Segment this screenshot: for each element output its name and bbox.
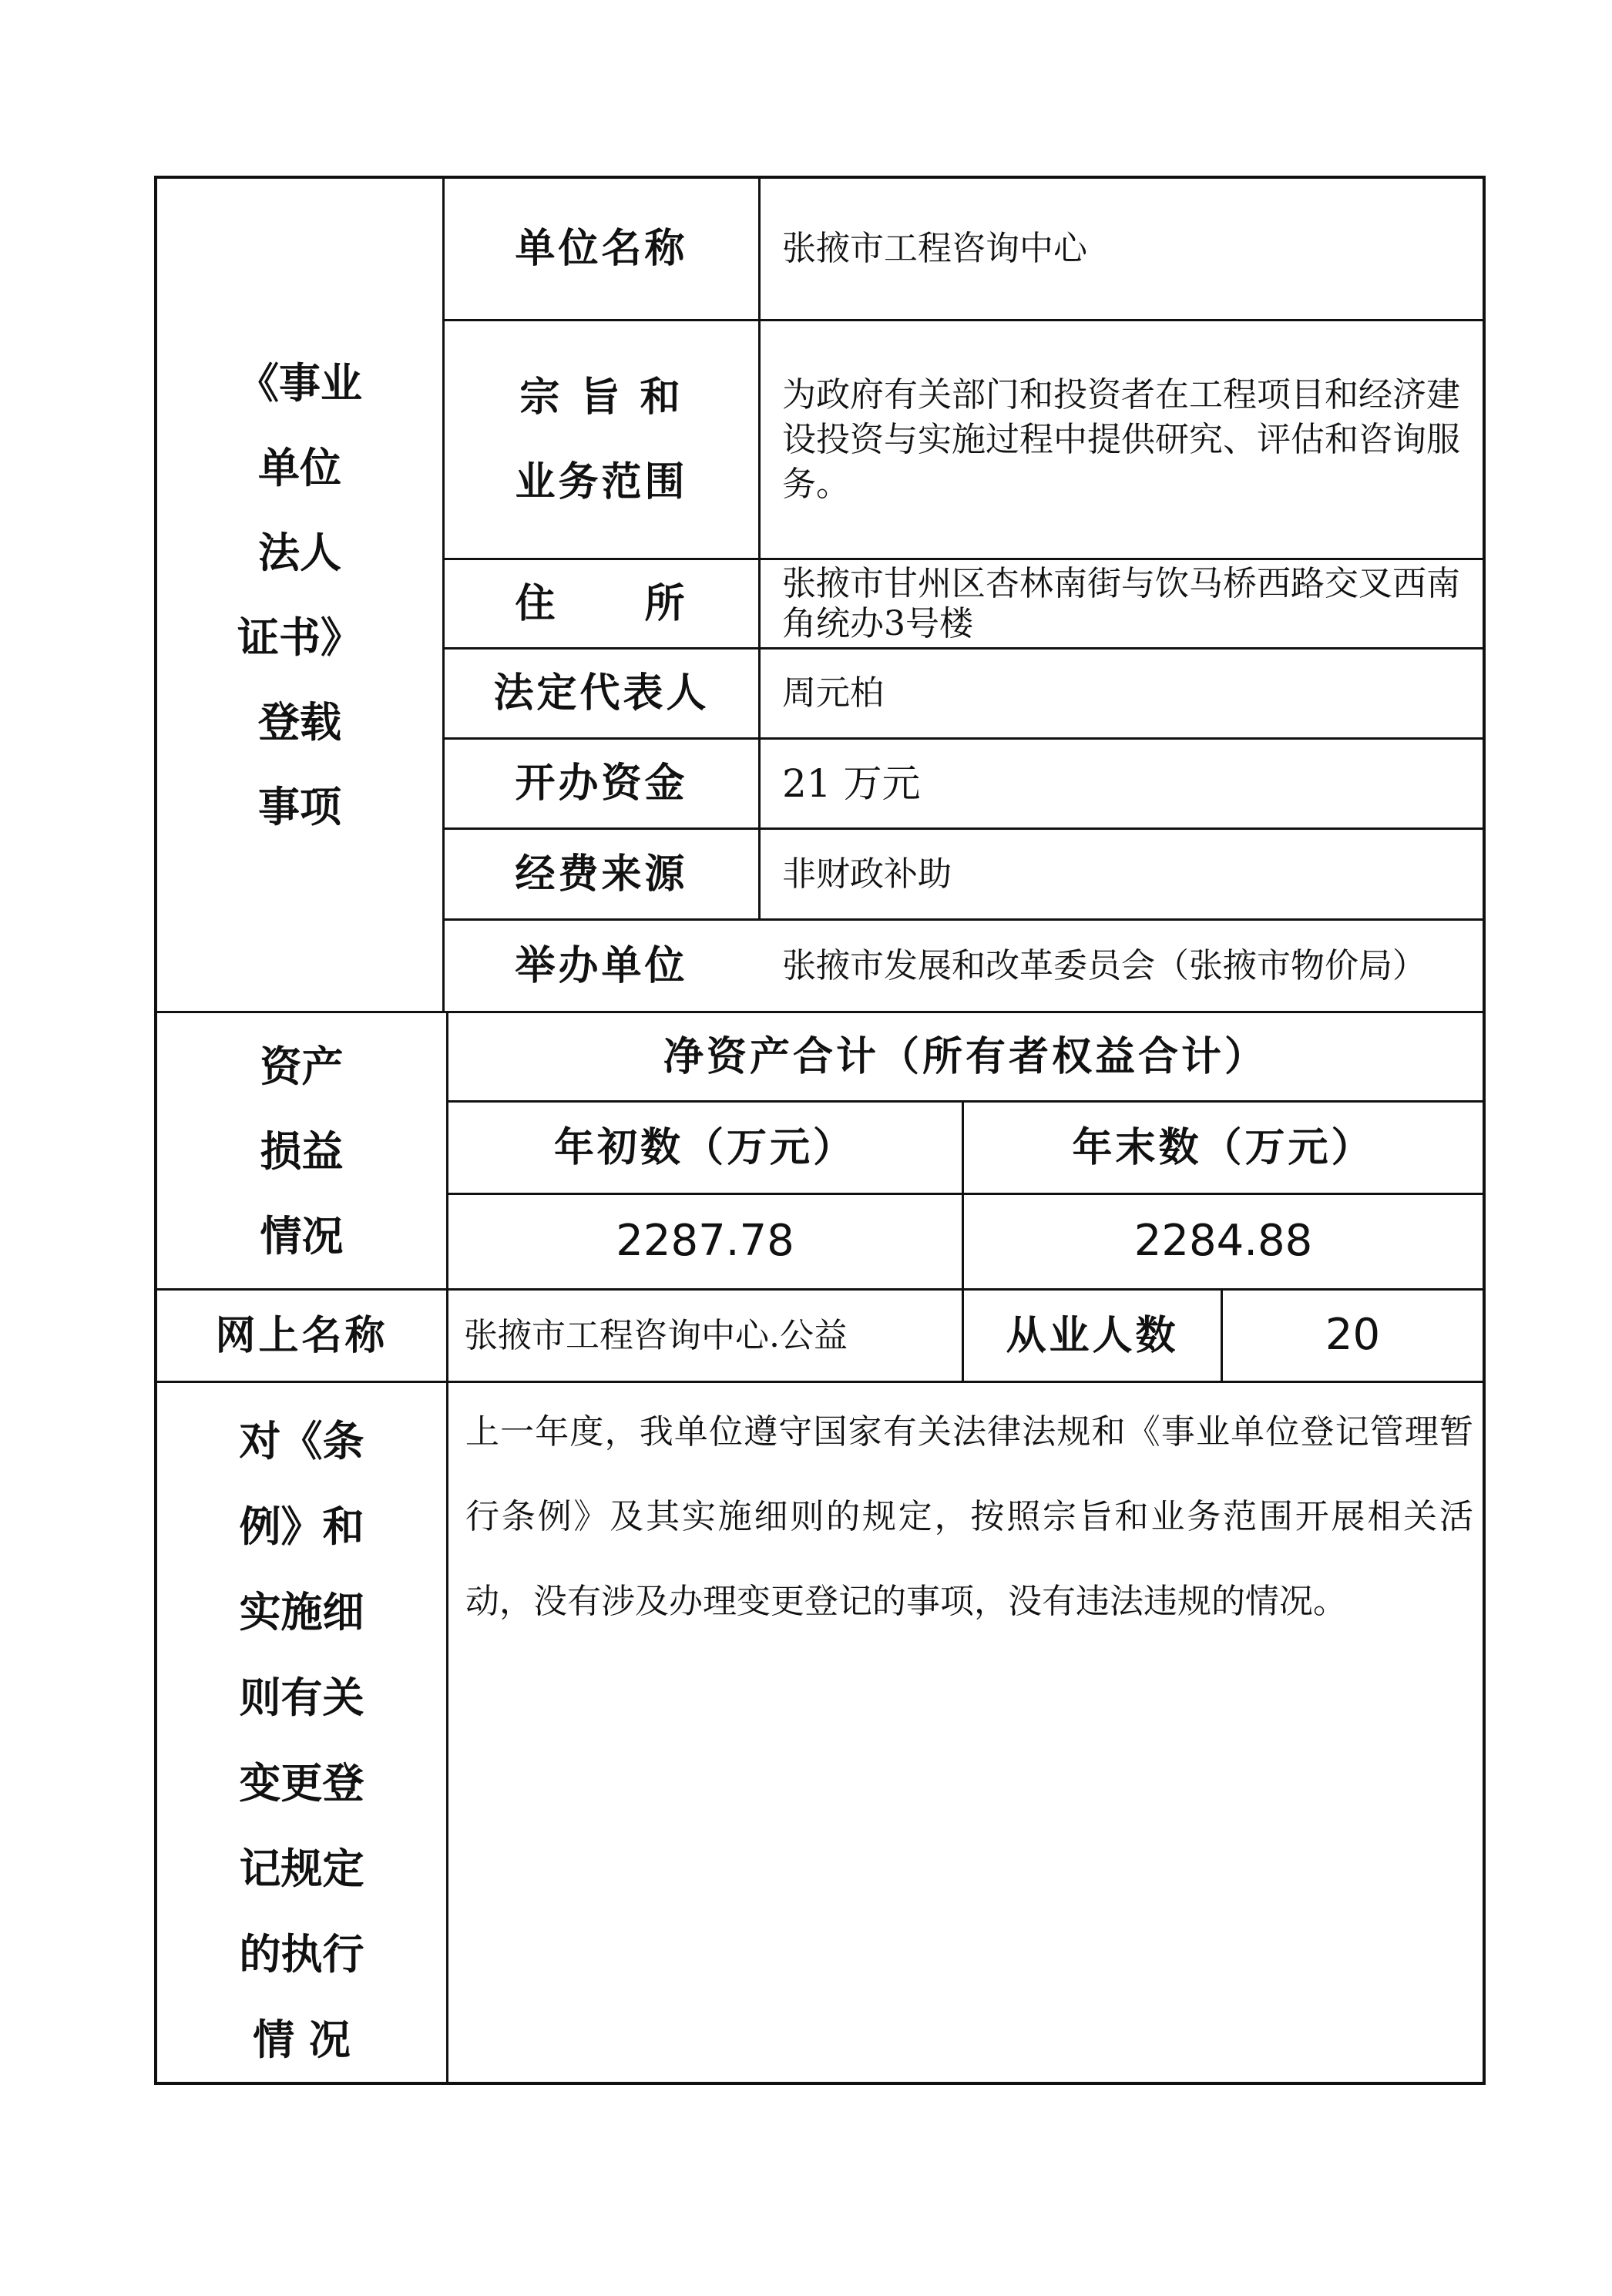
side-label-line: 事项 — [258, 782, 341, 831]
address-label: 住 所 — [515, 579, 688, 627]
side-label-line: 则有关 — [239, 1673, 364, 1722]
staff-count-label: 从业人数 — [1006, 1311, 1179, 1359]
side-label-line: 法人 — [258, 528, 341, 577]
capital-value: 21 万元 — [782, 760, 921, 806]
side-label-line: 证书》 — [237, 613, 362, 662]
begin-of-year-value: 2287.78 — [616, 1216, 794, 1267]
side-label-line: 实施细 — [239, 1587, 364, 1636]
side-label-line: 记规定 — [239, 1844, 364, 1893]
side-label-line: 情 况 — [253, 2015, 351, 2064]
online-name-value: 张掖市工程咨询中心.公益 — [464, 1315, 848, 1355]
sponsor-label: 举办单位 — [515, 942, 688, 989]
side-label-line: 的执行 — [239, 1929, 364, 1979]
staff-count-value: 20 — [1325, 1310, 1381, 1361]
compliance-side-label — [157, 1383, 446, 2082]
funding-label: 经费来源 — [515, 850, 688, 898]
side-label-line: 例》和 — [239, 1502, 364, 1551]
assets-side-label — [157, 1013, 446, 1288]
side-label-line: 登载 — [258, 697, 341, 747]
purpose-label — [445, 321, 758, 558]
capital-label: 开办资金 — [515, 760, 688, 807]
side-label-line: 对《条 — [239, 1416, 364, 1465]
online-name-label: 网上名称 — [215, 1311, 388, 1359]
side-label-line: 《事业 — [237, 358, 362, 408]
funding-value: 非财政补助 — [782, 854, 952, 894]
registration-side-label — [157, 179, 442, 1011]
begin-of-year-label: 年初数（万元） — [553, 1123, 856, 1171]
side-label-line: 情况 — [260, 1210, 344, 1260]
unit-name-label: 单位名称 — [515, 225, 688, 273]
purpose-label-line: 宗 旨 和 — [519, 373, 683, 421]
side-label-line: 单位 — [258, 443, 341, 492]
address-value: 张掖市甘州区杏林南街与饮马桥西路交叉西南角统办3号楼 — [782, 563, 1460, 643]
sponsor-value: 张掖市发展和改革委员会（张掖市物价局） — [782, 945, 1426, 985]
side-label-line: 变更登 — [239, 1758, 364, 1808]
legal-rep-label: 法定代表人 — [493, 670, 710, 717]
end-of-year-label: 年末数（万元） — [1072, 1123, 1375, 1171]
net-assets-header: 净资产合计（所有者权益合计） — [663, 1032, 1268, 1080]
legal-rep-value: 周元柏 — [782, 673, 884, 713]
end-of-year-value: 2284.88 — [1133, 1216, 1313, 1267]
purpose-label-line: 业务范围 — [515, 458, 688, 505]
unit-name-value: 张掖市工程咨询中心 — [782, 229, 1087, 269]
side-label-line: 资产 — [260, 1041, 344, 1091]
purpose-value: 为政府有关部门和投资者在工程项目和经济建设投资与实施过程中提供研究、评估和咨询服务。 — [782, 374, 1460, 504]
compliance-statement: 上一年度，我单位遵守国家有关法律法规和《事业单位登记管理暂行条例》及其实施细则的规定，按照宗旨和业务范围开展相关活动，没有涉及办理变更登记的事项，没有违法违规的情况。 — [465, 1412, 1473, 1621]
registration-form-table — [154, 176, 1486, 2085]
side-label-line: 损益 — [260, 1126, 344, 1176]
